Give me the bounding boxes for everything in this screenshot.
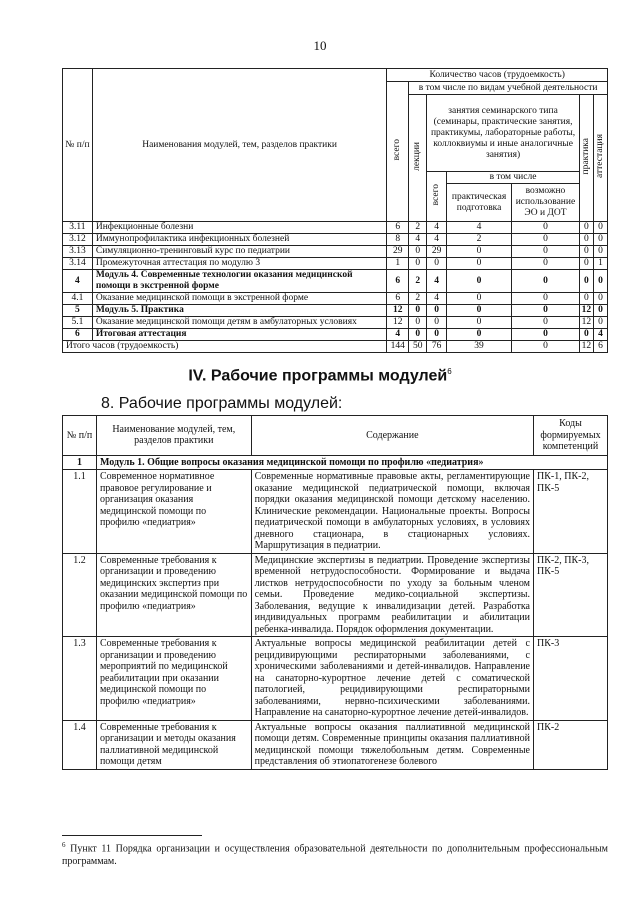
total-value: 0 [512, 341, 580, 353]
topic-content: Современные нормативные правовые акты, регламентирующие оказание медицинской педиатрической помощи, включая порядки оказания медицинской помощи детскому населению. Клинические рекомендации. Национальные проекты. Вопросы педиатрической помощи в амбулаторных условиях, в условиях дневного стационара, в стационарных условиях. Маршрутизация в педиатрии. [251, 470, 533, 554]
hours-row [63, 293, 608, 305]
hours-value: 0 [447, 293, 512, 305]
hours-value: 0 [447, 305, 512, 317]
topic-name: Современные требования к организации и проведению медицинских экспертиз при оказании медицинской помощи по профилю «педиатрия» [96, 553, 251, 637]
hdr-lectures: лекции [412, 141, 423, 171]
hours-value: 0 [512, 317, 580, 329]
row-number: 3.11 [63, 222, 93, 234]
hours-value: 4 [427, 234, 447, 246]
hours-value: 2 [409, 222, 427, 234]
hdr-sem-total: всего [431, 183, 442, 206]
total-value: 12 [579, 341, 593, 353]
topic-name: Современное нормативное правовое регулирование и организация оказания медицинской помощи по профилю «педиатрия» [96, 470, 251, 554]
hdr-num: № п/п [63, 69, 93, 222]
hours-value: 0 [447, 258, 512, 270]
hours-value: 0 [447, 246, 512, 258]
row-number: 4.1 [63, 293, 93, 305]
hours-row [63, 329, 608, 341]
hours-value: 0 [579, 222, 593, 234]
t2-hdr-content: Содержание [251, 416, 533, 456]
hours-value: 0 [579, 234, 593, 246]
hours-value: 0 [579, 329, 593, 341]
hours-value: 0 [512, 293, 580, 305]
row-number: 4 [63, 270, 93, 293]
t2-hdr-name: Наименование модулей, тем, разделов практики [96, 416, 251, 456]
row-number: 3.13 [63, 246, 93, 258]
topic-row [63, 470, 608, 554]
module-title: Модуль 1. Общие вопросы оказания медицинской помощи по профилю «педиатрия» [96, 455, 607, 470]
hours-value: 4 [387, 329, 409, 341]
hours-value: 0 [512, 234, 580, 246]
hdr-incl: в том числе [447, 172, 580, 184]
hours-value: 0 [409, 317, 427, 329]
topic-number: 1.1 [63, 470, 97, 554]
hours-value: 0 [512, 246, 580, 258]
hours-row [63, 222, 608, 234]
total-value: 50 [409, 341, 427, 353]
topic-content: Актуальные вопросы медицинской реабилитации детей с рецидивирующими респираторными заболеваниями, с хроническими заболеваниями и детей-инвалидов. Направление на санаторно-курортное лечение детей с соматической патологией, рецидивирующими респираторными заболеваниями, нервно-психическими заболеваниями. Направление на санаторно-курортное лечение детей-инвалидов. [251, 637, 533, 721]
hours-value: 0 [447, 329, 512, 341]
hours-row [63, 317, 608, 329]
hours-value: 0 [579, 246, 593, 258]
hours-value: 0 [447, 270, 512, 293]
hours-value: 0 [512, 222, 580, 234]
hours-value: 0 [593, 246, 607, 258]
row-name: Симуляционно-тренинговый курс по педиатрии [92, 246, 386, 258]
hours-value: 0 [579, 293, 593, 305]
hours-value: 0 [593, 222, 607, 234]
hours-value: 29 [427, 246, 447, 258]
total-value: 144 [387, 341, 409, 353]
row-number: 5.1 [63, 317, 93, 329]
t2-hdr-num: № п/п [63, 416, 97, 456]
topic-codes: ПК-2 [534, 720, 608, 769]
hours-value: 6 [387, 222, 409, 234]
total-value: 76 [427, 341, 447, 353]
hours-value: 8 [387, 234, 409, 246]
hours-value: 12 [387, 305, 409, 317]
topic-name: Современные требования к организации и проведению мероприятий по медицинской реабилитации при оказании медицинской помощи по профилю «педиатрия» [96, 637, 251, 721]
hours-value: 0 [593, 317, 607, 329]
topic-content: Актуальные вопросы оказания паллиативной медицинской помощи детям. Современные принципы оказания паллиативной медицинской помощи тяжелобольным детям. Современные представления об этиопатогенезе болевого [251, 720, 533, 769]
hours-value: 0 [593, 234, 607, 246]
topic-row [63, 637, 608, 721]
row-name: Иммунопрофилактика инфекционных болезней [92, 234, 386, 246]
hours-value: 6 [387, 270, 409, 293]
row-number: 3.12 [63, 234, 93, 246]
hours-value: 2 [409, 293, 427, 305]
subtitle: 8. Рабочие программы модулей: [101, 395, 343, 412]
hours-value: 12 [579, 317, 593, 329]
hdr-total: всего [392, 138, 403, 161]
hours-value: 0 [427, 305, 447, 317]
hours-value: 0 [579, 258, 593, 270]
t2-hdr-codes: Коды формируемых компетенций [534, 416, 608, 456]
footnote-separator [62, 835, 202, 836]
hours-value: 0 [427, 258, 447, 270]
row-name: Модуль 4. Современные технологии оказания медицинской помощи в экстренной форме [92, 270, 386, 293]
hours-value: 0 [593, 293, 607, 305]
hours-value: 2 [409, 270, 427, 293]
hours-value: 12 [387, 317, 409, 329]
hours-value: 4 [447, 222, 512, 234]
hours-value: 4 [409, 234, 427, 246]
hdr-incl-kinds: в том числе по видам учебной деятельности [409, 82, 608, 95]
hdr-hours: Количество часов (трудоемкость) [387, 69, 608, 82]
hours-row [63, 234, 608, 246]
hours-value: 0 [512, 258, 580, 270]
row-number: 3.14 [63, 258, 93, 270]
module-number: 1 [63, 455, 97, 470]
hours-value: 0 [409, 258, 427, 270]
hours-value: 12 [579, 305, 593, 317]
row-name: Оказание медицинской помощи в экстренной форме [92, 293, 386, 305]
modules-table [62, 415, 608, 770]
hdr-attest: аттестация [594, 134, 605, 178]
hdr-practice: практика [580, 137, 591, 175]
hours-table [62, 68, 608, 353]
hours-value: 0 [593, 270, 607, 293]
topic-codes: ПК-1, ПК-2, ПК-5 [534, 470, 608, 554]
hours-value: 2 [447, 234, 512, 246]
hours-value: 4 [427, 293, 447, 305]
hours-value: 1 [593, 258, 607, 270]
topic-row [63, 553, 608, 637]
topic-name: Современные требования к организации и методы оказания паллиативной медицинской помощи детям [96, 720, 251, 769]
topic-codes: ПК-2, ПК-3, ПК-5 [534, 553, 608, 637]
topic-row [63, 720, 608, 769]
page-number: 10 [313, 38, 327, 53]
section-title: IV. Рабочие программы модулей$^6$ [188, 367, 452, 385]
hours-value: 0 [409, 329, 427, 341]
row-name: Оказание медицинской помощи детям в амбулаторных условиях [92, 317, 386, 329]
footnote-ref: 6 [447, 367, 452, 376]
hours-value: 0 [579, 270, 593, 293]
row-name: Инфекционные болезни [92, 222, 386, 234]
hours-row [63, 305, 608, 317]
topic-number: 1.2 [63, 553, 97, 637]
row-number: 5 [63, 305, 93, 317]
topic-codes: ПК-3 [534, 637, 608, 721]
hours-value: 4 [427, 270, 447, 293]
hours-row [63, 246, 608, 258]
hdr-name: Наименования модулей, тем, разделов практики [92, 69, 386, 222]
hours-row [63, 258, 608, 270]
hours-value: 6 [387, 293, 409, 305]
hours-value: 0 [427, 329, 447, 341]
row-number: 6 [63, 329, 93, 341]
footnote: $^6$ Пункт 11 Порядка организации и осуществления образовательной деятельности по дополнительным профессиональным программам. [62, 841, 608, 868]
total-label: Итого часов (трудоемкость) [63, 341, 387, 353]
hours-value: 0 [427, 317, 447, 329]
row-name: Итоговая аттестация [92, 329, 386, 341]
hdr-eo-dot: возможно использование ЭО и ДОТ [512, 184, 580, 222]
hours-row [63, 270, 608, 293]
hours-value: 0 [409, 246, 427, 258]
hours-value: 29 [387, 246, 409, 258]
total-row [63, 341, 608, 353]
hdr-seminar: занятия семинарского типа (семинары, практические занятия, практикумы, лабораторные работы, коллоквиумы и иные аналогичные занятия) [427, 95, 580, 172]
hours-value: 0 [593, 305, 607, 317]
row-name: Промежуточная аттестация по модулю 3 [92, 258, 386, 270]
topic-number: 1.3 [63, 637, 97, 721]
hours-value: 4 [427, 222, 447, 234]
hours-value: 0 [447, 317, 512, 329]
hours-value: 4 [593, 329, 607, 341]
hours-value: 0 [512, 270, 580, 293]
total-value: 6 [593, 341, 607, 353]
hdr-prac-prep: практическая подготовка [447, 184, 512, 222]
hours-value: 1 [387, 258, 409, 270]
hours-value: 0 [512, 329, 580, 341]
hours-value: 0 [512, 305, 580, 317]
hours-value: 0 [409, 305, 427, 317]
row-name: Модуль 5. Практика [92, 305, 386, 317]
topic-content: Медицинские экспертизы в педиатрии. Проведение экспертизы временной нетрудоспособности. Формирование и выдача листков нетрудоспособности по уходу за больным членом семьи. Проведение медико-социальной экспертизы. Заболевания, ведущие к инвалидизации детей. Разработка индивидуальных программ реабилитации и абилитации ребенка-инвалида. Порядок оформления документации. [251, 553, 533, 637]
total-value: 39 [447, 341, 512, 353]
topic-number: 1.4 [63, 720, 97, 769]
